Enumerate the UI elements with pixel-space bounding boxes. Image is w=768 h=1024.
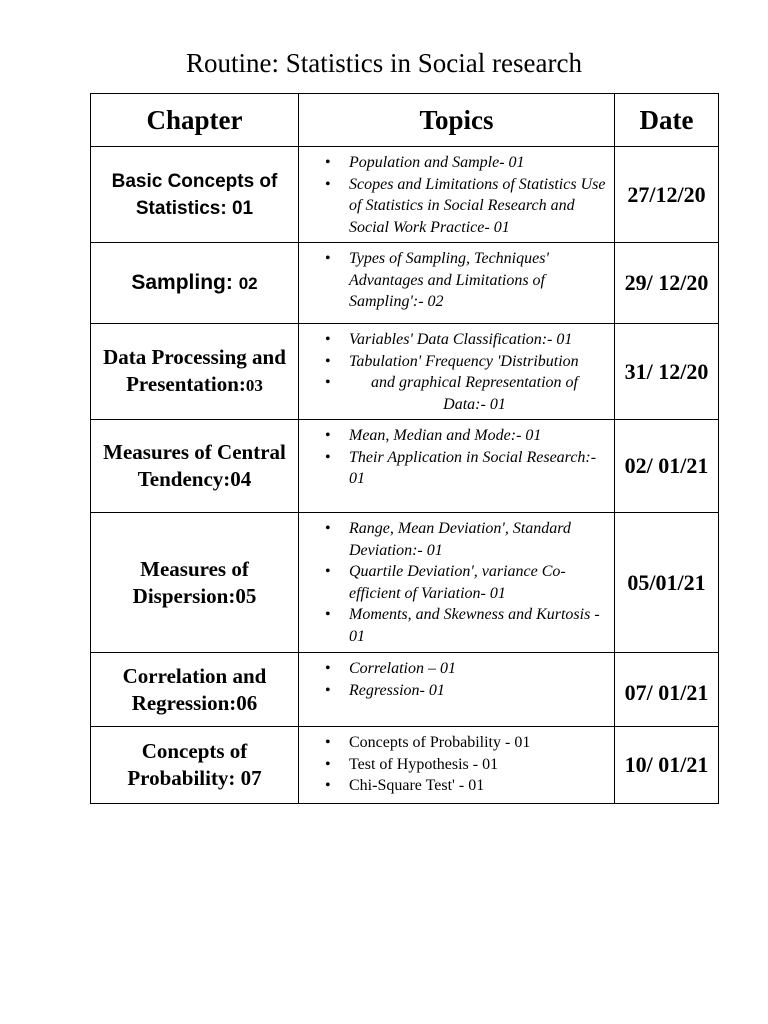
- chapter-name: Basic Concepts of Statistics: 01: [111, 170, 278, 219]
- header-date: Date: [615, 94, 719, 147]
- topics-cell: [299, 653, 615, 727]
- topic-list: [299, 727, 614, 801]
- date-cell: 07/ 01/21: [615, 653, 719, 727]
- chapter-name: Data Processing and Presentation:: [103, 345, 286, 396]
- topic-item: • Regression- 01: [349, 680, 610, 702]
- chapter-name: Correlation and Regression:06: [122, 663, 267, 715]
- date-cell: 31/ 12/20: [615, 324, 719, 420]
- date-cell: 10/ 01/21: [615, 727, 719, 804]
- topic-item: • Quartile Deviation', variance Co-efficient of Variation- 01: [349, 561, 610, 604]
- topics-cell: [299, 420, 615, 513]
- topic-list: [299, 324, 614, 419]
- chapter-cell: [91, 420, 299, 513]
- table-row: [91, 324, 719, 420]
- routine-table: [90, 93, 719, 804]
- page-title: Routine: Statistics in Social research: [186, 48, 582, 78]
- date-cell: 27/12/20: [615, 147, 719, 243]
- chapter-cell: [91, 243, 299, 324]
- table-row: [91, 513, 719, 653]
- topic-list: [299, 147, 614, 242]
- chapter-cell: [91, 324, 299, 420]
- topic-item: • Concepts of Probability - 01: [349, 732, 610, 754]
- topic-list: [299, 513, 614, 651]
- chapter-cell: [91, 653, 299, 727]
- table-header-row: [91, 94, 719, 147]
- topic-item-continuation: • and graphical Representation of Data:- 01: [349, 372, 610, 415]
- topic-item: • Variables' Data Classification:- 01: [349, 329, 610, 351]
- topics-cell: [299, 324, 615, 420]
- topic-item: • Moments, and Skewness and Kurtosis - 01: [349, 604, 610, 647]
- topic-item: • Tabulation' Frequency 'Distribution: [349, 351, 610, 373]
- chapter-name: Concepts of Probability: 07: [127, 739, 262, 790]
- header-topics: Topics: [299, 94, 615, 147]
- topics-cell: [299, 727, 615, 804]
- topics-cell: [299, 243, 615, 324]
- chapter-cell: [91, 727, 299, 804]
- chapter-number: 02: [238, 274, 258, 293]
- chapter-number: 03: [245, 376, 263, 395]
- date-cell: 29/ 12/20: [615, 243, 719, 324]
- chapter-name: Measures of Central Tendency:04: [103, 440, 286, 491]
- topic-item: • Test of Hypothesis - 01: [349, 754, 610, 776]
- topic-item: • Mean, Median and Mode:- 01: [349, 425, 610, 447]
- topic-list: [299, 653, 614, 705]
- topic-item: • Their Application in Social Research:- 01: [349, 447, 610, 490]
- topic-item: • Correlation – 01: [349, 658, 610, 680]
- topic-list: [299, 243, 614, 317]
- date-cell: 02/ 01/21: [615, 420, 719, 513]
- topics-cell: [299, 147, 615, 243]
- topic-item: • Scopes and Limitations of Statistics Use of Statistics in Social Research and Social Work Practice- 01: [349, 174, 610, 239]
- date-cell: 05/01/21: [615, 513, 719, 653]
- table-row: [91, 243, 719, 324]
- table-row: [91, 653, 719, 727]
- topics-cell: [299, 513, 615, 653]
- topic-item: • Types of Sampling, Techniques' Advantages and Limitations of Sampling':- 02: [349, 248, 610, 313]
- topic-item: • Population and Sample- 01: [349, 152, 610, 174]
- table-row: [91, 727, 719, 804]
- topic-item: • Chi-Square Test' - 01: [349, 775, 610, 797]
- chapter-cell: [91, 513, 299, 653]
- chapter-name: Measures of Dispersion:05: [132, 556, 257, 608]
- chapter-name: Sampling:: [131, 271, 239, 294]
- topic-list: [299, 420, 614, 494]
- header-chapter: Chapter: [91, 94, 299, 147]
- table-row: [91, 420, 719, 513]
- topic-item: • Range, Mean Deviation', Standard Deviation:- 01: [349, 518, 610, 561]
- table-row: [91, 147, 719, 243]
- chapter-cell: [91, 147, 299, 243]
